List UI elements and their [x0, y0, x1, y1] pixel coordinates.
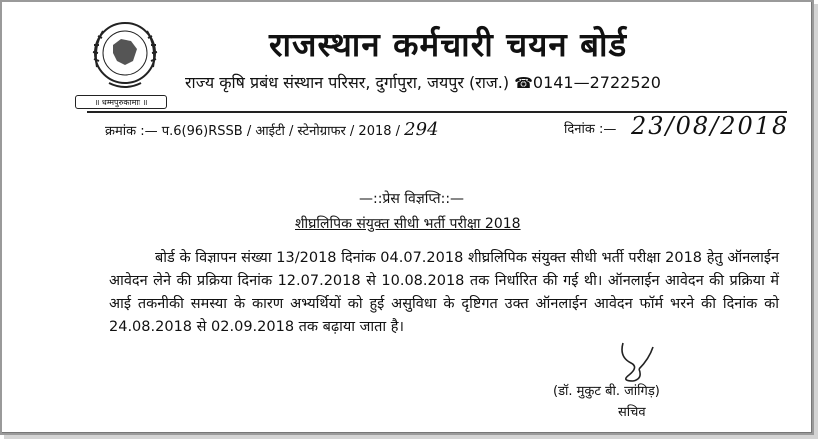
telephone-icon: ☎ [514, 74, 533, 92]
signatory-name: (डॉ. मुकुट बी. जांगिड़) [553, 384, 660, 399]
reference-serial: 294 [404, 119, 439, 140]
phone-number: 0141—2722520 [532, 73, 661, 92]
exam-title: शीघ्रलिपिक संयुक्त सीधी भर्ती परीक्षा 2018 [295, 216, 521, 232]
date-label: दिनांक :— [564, 122, 617, 137]
press-release-heading: —::प्रेस विज्ञप्ति::— [359, 191, 465, 207]
issue-date: 23/08/2018 [631, 112, 790, 140]
emblem-motto: ॥ धम्मपुरुकामाः ॥ [75, 95, 167, 109]
signatory-designation: सचिव [618, 405, 646, 420]
address-text: राज्य कृषि प्रबंध संस्थान परिसर, दुर्गापुरा, जयपुर (राज.) [185, 73, 510, 92]
organization-title: राजस्थान कर्मचारी चयन बोर्ड [269, 25, 628, 64]
notice-body: बोर्ड के विज्ञापन संख्या 13/2018 दिनांक 04.07.2018 शीघ्रलिपिक संयुक्त सीधी भर्ती परीक्षा 2018 हेतु ऑनलाईन आवेदन लेने की प्रक्रिया दिनांक 12.07.2018 से 10.08.2018 तक निर्धारित की गई थी। ऑनलाईन आवेदन की प्रक्रिया में आई तकनीकी समस्या के कारण अभ्यर्थियों को हुई असुविधा के दृष्टिगत उक्त ऑनलाईन आवेदन फॉर्म भरने की दिनांक को 24.08.2018 से 02.09.2018 तक बढ़ाया जाता है। [109, 250, 779, 335]
reference-label: क्रमांक :— प.6(96)RSSB / आईटी / स्टेनोग्राफर / 2018 / [105, 124, 401, 139]
